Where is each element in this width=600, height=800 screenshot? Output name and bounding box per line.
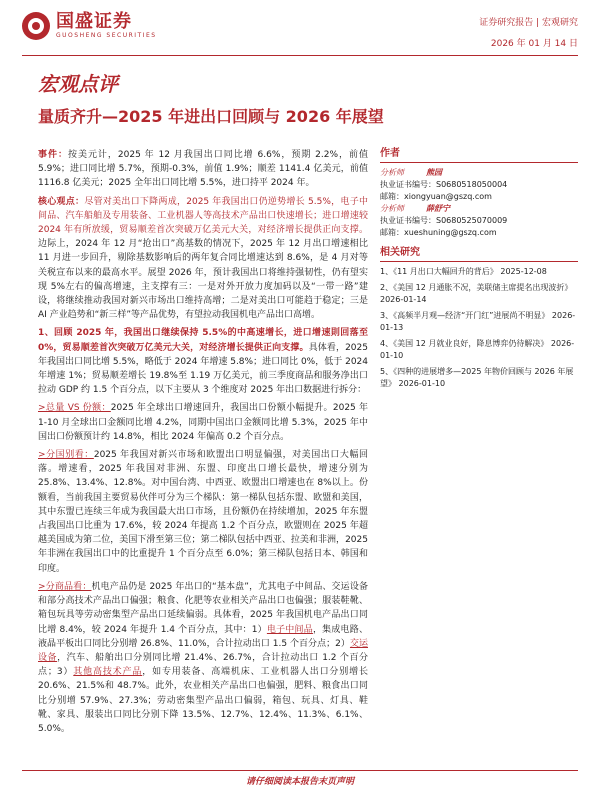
section-1-paragraph	[38, 326, 368, 397]
analyst-2-cert: 执业证书编号：S0680525070009	[380, 216, 508, 225]
report-type: 证券研究报告 | 宏观研究	[479, 18, 578, 28]
logo-en: GUOSHENG SECURITIES	[56, 32, 157, 39]
related-item[interactable]: 2、《美国 12 月通胀不况，美联储主席提名出现波折》 2026-01-14	[380, 283, 573, 304]
related-item[interactable]: 3、《高频半月观—经济“开门红”进展尚不明显》 2026-01-13	[380, 311, 576, 332]
section-2-heading: >总量 VS 份额：	[38, 403, 111, 414]
analyst-1-cert: 执业证书编号：S0680518050004	[380, 180, 508, 189]
core-text-1: 尽管对美出口下降两成，2025 年我国出口仍逆势增长 5.5%，电子中间品、汽车船舶及专用装备、工业机器人等高技术产品出口快速增长；进口增速较 2024 年有所放缓，贸易顺差首次突破万亿美元大关，对经济增长提供正向支撑。	[38, 196, 368, 236]
report-title: 量质齐升—2025 年进出口回顾与 2026 年展望	[38, 107, 384, 126]
section-4-term-3: 其他高技术产品	[73, 667, 143, 678]
related-item[interactable]: 5、《四种的进展增多—2025 年物价回顾与 2026 年展望》 2026-01-10	[380, 367, 574, 388]
section-2-text: 2025 年全球出口增速回升，我国出口份额小幅提升。2025 年 1-10 月全球出口金额同比增 4.2%，同期中国出口金额同比增 5.3%，2025 年中国出口份额预计约 14.8%，相比 2024 年偏高 0.2 个百分点。	[38, 403, 368, 442]
analyst-1-name: 熊园	[426, 168, 442, 177]
header-divider	[22, 55, 578, 56]
event-paragraph	[38, 148, 368, 191]
analyst-2-email[interactable]: 邮箱：xueshuning@gszq.com	[380, 228, 497, 237]
footer-disclaimer: 请仔细阅读本报告末页声明	[22, 770, 578, 787]
brand-logo	[22, 12, 157, 40]
section-4-term-2: 交运设备	[38, 638, 368, 663]
related-heading: 相关研究	[380, 247, 578, 262]
section-3-text: 2025 年我国对新兴市场和欧盟出口明显偏强，对美国出口大幅回落。增速看，2025 年我国对非洲、东盟、印度出口增长最快，增速分别为 25.8%、13.4%、12.8%。对中国台湾、中西亚、欧盟出口增速也在 8%以上。份额看，当前我国主要贸易伙伴可分为三个梯队：第一梯队包括东盟、欧盟和美国，其中东盟已连续三年成为我国最大出口市场，且份额仍在持续增加，2025 年东盟占我国出口比重为 17.6%，较 2024 年提高 1.2 个百分点，欧盟则在 2025 年超越美国成为第二位，美国下滑至第三位；第二梯队包括中西亚、拉美和非洲，2025 年非洲在我国出口中的比重提升 1 个百分点至 6.0%；第三梯队包括日本、韩国和印度。	[38, 450, 368, 574]
section-4-text-1: 机电产品仍是 2025 年出口的“基本盘”，尤其电子中间品、交运设备和部分高技术产品出口偏强；粮食、化肥等农业相关产品出口也偏强；服装鞋靴、箱包玩具等劳动密集型产品出口延续偏弱。具体看，2025 年我国机电产品出口同比增 8.4%，较 2024 年提升 1.4 个百分点，其中：1）	[38, 581, 368, 635]
section-3-paragraph	[38, 448, 368, 576]
main-body	[38, 148, 368, 740]
section-4-text-3: ，汽车、船舶出口分别同比增 21.4%、26.7%，合计拉动出口 1.2 个百分点；3）	[38, 652, 368, 678]
core-paragraph	[38, 195, 368, 323]
event-text: 按美元计，2025 年 12 月我国出口同比增 6.6%，预期 2.2%，前值 5.9%；进口同比增 5.7%，预期-0.3%，前值 1.9%；顺差 1141.4 亿美元，前值 1116.8 亿美元；2025 全年出口同比增 5.5%，进口持平 2024 年。	[38, 150, 368, 189]
related-item[interactable]: 4、《美国 12 月就业良好，降息博弈仍待解决》 2026-01-10	[380, 339, 575, 360]
sidebar	[380, 148, 578, 394]
core-text-2: 边际上，2024 年 12 月“抢出口”高基数的情况下，2025 年 12 月出口增速相比 11 月进一步回升，剔除基数影响后的两年复合同比增速达到 8.6%，是 4 月对等关税宣布以来的最高水平。展望 2026 年，预计我国出口将维持强韧性，仍有望实现 5%左右的偏高增速，主支撑有三：一是对外开放力度加码以及“一带一路”建设，将继续推动我国对新兴市场出口维持高增；二是对美出口可能趋于稳定；三是 AI 产业趋势和“新三样”等产品优势，有望拉动我国机电产品出口高增。	[38, 239, 368, 321]
section-4-term-1: 电子中间品	[266, 624, 313, 635]
analyst-2-row	[380, 203, 578, 215]
logo-cn: 国盛证券	[56, 11, 132, 32]
analyst-1-email[interactable]: 邮箱：xiongyuan@gszq.com	[380, 192, 492, 201]
report-date: 2026 年 01 月 14 日	[490, 39, 578, 49]
section-4-paragraph	[38, 580, 368, 736]
analyst-1-row	[380, 167, 578, 179]
analyst-2-label: 分析师	[380, 204, 404, 213]
logo-icon	[22, 12, 50, 40]
related-item[interactable]: 1、《11 月出口大幅回升的背后》 2025-12-08	[380, 267, 547, 276]
section-2-paragraph	[38, 401, 368, 444]
section-4-text-2: ，集成电路、液晶平板出口同比分别增 26.8%、11.0%，合计拉动出口 1.5 个百分点；2）	[38, 624, 368, 649]
section-1-heading: 1、回顾 2025 年，我国出口继续保持 5.5%的中高速增长，进口增速則回落至 0%，贸易顺差首次突破万亿美元大关，对经济增长提供正向支撑。	[38, 328, 368, 353]
analyst-2-name: 薛舒宁	[426, 204, 450, 213]
header-meta	[479, 17, 578, 51]
report-category: 宏观点评	[38, 72, 118, 96]
section-4-text-4: ，如专用装备、高端机床、工业机器人出口分别增长 20.6%、21.5%和 48.7%。此外，农业相关产品出口也偏强，肥料、粮食出口同比分别增 57.9%、27.3%；劳动密集型产品出口偏弱，箱包、玩具、灯具、鞋靴、家具、服装出口同比分别下降 13.5%、12.7%、12.4%、11.3%、6.1%、5.0%。	[38, 667, 368, 734]
author-heading: 作者	[380, 148, 578, 163]
section-3-heading: >分国别看：	[38, 450, 94, 461]
section-4-heading: >分商品看：	[38, 581, 92, 592]
section-1-text: 具体看，2025 年我国出口同比增 5.5%，略低于 2024 年增速 5.8%；进口同比 0%，低于 2024 年增速 1%；贸易顺差增长 19.8%至 1.19 万亿美元，前三季度商品和服务净出口拉动 GDP 约 1.5 个百分点，以下主要从 3 个维度对 2025 年出口数据进行拆分：	[38, 342, 368, 396]
core-label: 核心观点：	[38, 196, 85, 207]
analyst-1-label: 分析师	[380, 168, 404, 177]
event-label: 事件：	[38, 150, 68, 160]
logo-text	[56, 12, 157, 40]
